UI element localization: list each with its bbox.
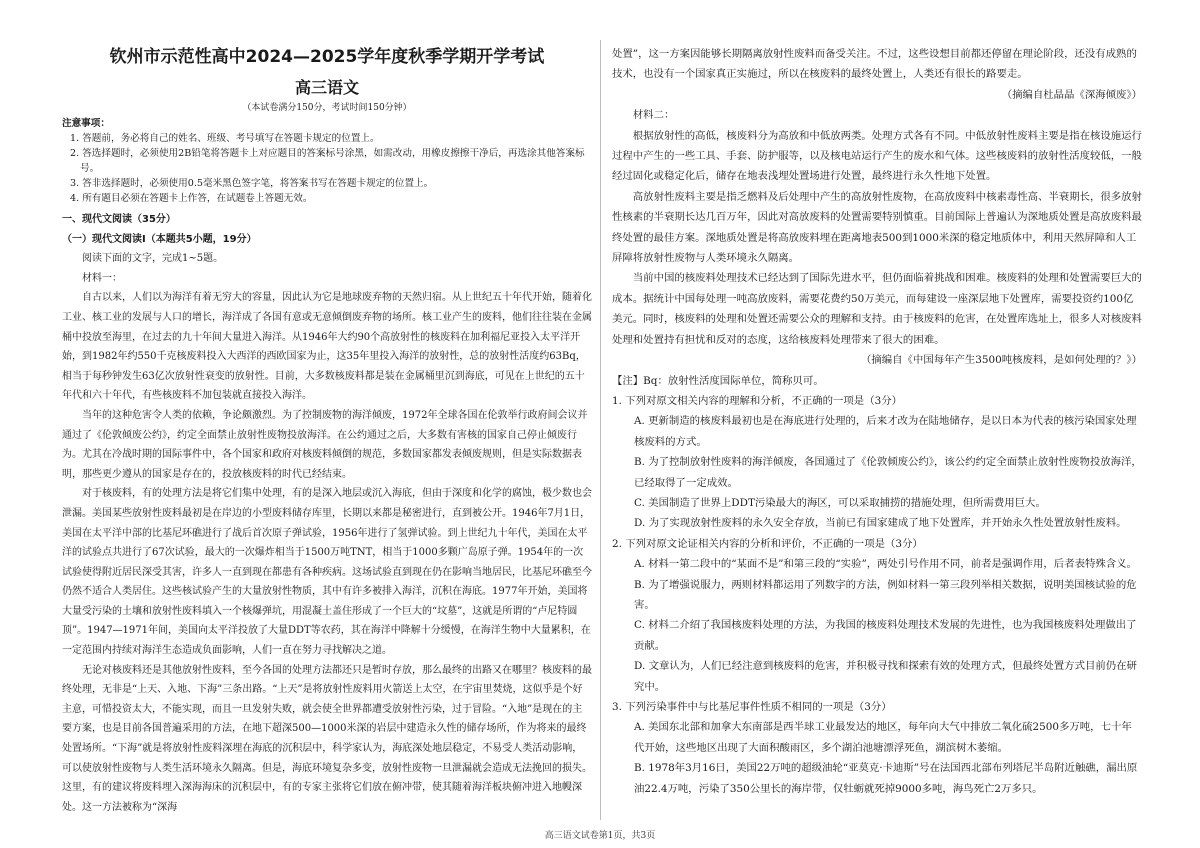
material2-paragraph: 高放射性废料主要是指乏燃料及后处理中产生的高放射性废物，在高放废料中核素毒性高、半衰期长，很多放射性核素的半衰期长达几百万年，因此对高放废料的处置需要特别慎重。目前国际上普遍认为深地质处置是高放废料最终处置的最佳方案。深地质处置是将高放废料埋在距离地表500到1000米深的稳定地质体中，利用天然屏障和人工屏障将放射性废物与人类环境永久隔离。 [612,190,1142,265]
subject-title: 高三语文 [294,78,359,97]
left-column [62,44,592,817]
material1-continuation: 处置”，这一方案因能够长期隔离放射性废料而备受关注。不过，这些设想目前都还停留在理论阶段，还没有成熟的技术，也没有一个国家真正实施过，所以在核废料的最终处置上，人类还有很长的路要走。 [612,48,1137,81]
subsection-heading: （一）现代文阅读Ⅰ（本题共5小题，19分） [62,233,257,245]
notice-item: 4. 所有题目必须在答题卡上作答，在试题卷上答题无效。 [70,193,313,204]
question-stem: 3. 下列污染事件中与比基尼事件性质不相同的一项是（3分） [612,701,892,713]
answer-option-a: A. 材料一第二段中的“某面不是”和第三段的“实验”，两处引号作用不同，前者是强调作用，后者表特殊含义。 [634,558,1137,571]
material1-source: （摘编自杜晶晶《深海倾废》） [1001,88,1142,101]
answer-option-c: C. 材料二介绍了我国核废料处理的方法，为我国的核废料处理技术发展的先进性，也为我国核废料处理做出了贡献。 [634,619,1137,652]
reading-instruction: 阅读下面的文字，完成1~5题。 [82,253,224,265]
answer-option-d: D. 为了实现放射性废料的永久安全存放，当前已有国家建成了地下处置库，并开始永久性处置放射性废料。 [634,517,1127,530]
answer-option-a: A. 美国东北部和加拿大东南部是西半球工业最发达的地区，每年向大气中排放二氧化硫2500多万吨，七十年代开始，这些地区出现了大面积酸雨区，多个湖泊池塘漂浮死鱼，湖滨树木萎缩。 [634,721,1132,754]
right-column [612,44,1142,799]
answer-option-d: D. 文章认为，人们已经注意到核废料的危害，并积极寻找和探索有效的处理方式，但最终处置方式目前仍在研究中。 [634,660,1137,693]
material1-paragraph: 无论对核废料还是其他放射性废料，至今各国的处理方法都还只是暂时存放，那么最终的出路又在哪里？核废料的最终处理，无非是“上天、入地、下海”三条出路。“上天”是将放射性废料用火箭送上太空，在宇宙里焚烧，这似乎是个好主意，可惜投资太大，不能实现，而且一旦发射失败，就会使全世界都遭受放射性污染，过于冒险。“入地”是现在的主要方案，也是目前各国普遍采用的方法，在地下超深500—1000米深的岩层中建造永久性的储存场所，作为将来的最终处置场所。“下海”就是将放射性废料深埋在海底的沉积层中，科学家认为，海底深处地层稳定，不易受人类活动影响，可以使放射性废物与人类生活环境永久隔离。但是，海底环境复杂多变，放射性废物一旦泄漏就会造成无法挽回的损失。这里，有的建议将废料埋入深海海床的沉积层中，有的专家主张将它们放在俯冲带，使其随着海洋板块俯冲进入地幔深处。这一方法被称为“深海 [62,664,592,813]
question-1 [612,391,1142,534]
answer-option-b: B. 为了控制放射性废料的海洋倾废，各国通过了《伦敦倾废公约》，该公约约定全面禁止放射性废物投放海洋，已经取得了一定成效。 [634,456,1142,489]
material1-paragraph: 自古以来，人们以为海洋有着无穷大的容量，因此认为它是地球废弃物的天然归宿。从上世纪五十年代开始，随着化工业、核工业的发展与人口的增长，海洋成了各国有意或无意倾倒废弃物的场所。核工业产生的废料，他们往往装在金属桶中投放至海里，在过去的九十年间大量进入海洋。从1946年大约90个高放射性的核废料在加利福尼亚投入太平洋开始，到1982年约550千克核废料投入大西洋的西欧国家为止，这35年里投入海洋的放射性，总的放射性活度约63Bq，相当于每秒钟发生63亿次放射性衰变的放射性。目前，大多数核废料都是装在金属桶里沉到海底，可见在上世纪的五十年代和六十年代，有些核废料不加包装就直接投入海洋。 [62,292,592,402]
material2-label: 材料二： [632,109,675,122]
exam-title: 钦州市示范性高中2024—2025学年度秋季学期开学考试 [109,47,545,67]
answer-option-b: B. 1978年3月16日，美国22万吨的超级油轮“亚莫克·卡迪斯”号在法国西北部布列塔尼半岛附近触礁，漏出原油22.4万吨，污染了350公里长的海岸带，仅牡蛎就死掉9000多吨，海鸟死亡2万多只。 [634,762,1138,795]
question-3 [612,697,1142,799]
notice-item: 2. 答选择题时，必须使用2B铅笔将答题卡上对应题目的答案标号涂黑，如需改动，用橡皮擦擦干净后，再选涂其他答案标号。 [70,148,585,174]
answer-option-a: A. 更新制造的核废料最初也是在海底进行处理的，后来才改为在陆地储存，是以日本为代表的核污染国家处理核废料的方式。 [634,415,1137,448]
notice-heading: 注意事项： [62,118,110,129]
page-footer: 高三语文试卷第1页，共3页 [544,831,656,841]
answer-option-c: C. 美国制造了世界上DDT污染最大的海区，可以采取捕捞的措施处理，但所需费用巨大。 [634,496,1046,509]
material1-label: 材料一： [82,272,122,284]
exam-note: （本试卷满分150分，考试时间150分钟） [242,103,412,113]
material1-paragraph: 对于核废料，有的处理方法是将它们集中处理，有的是深入地层或沉入海底，但由于深度和化学的腐蚀，极少数也会泄漏。美国某些放射性废料最初是在岸边的小型废料储存库里，长期以来都是秘密进行，直到被公开。1946年7月1日，美国在太平洋中部的比基尼环礁进行了战后首次原子弹试验，1956年进行了氢弹试验。到上世纪九十年代，美国在太平洋的试验点共进行了67次试验，最大的一次爆炸相当于1500万吨TNT，相当于1000多颗广岛原子弹。1954年的一次试验使得附近居民深受其害，许多人一直到现在都患有各种疾病。这场试验直到现在仍在影响当地居民，比基尼环礁至今仍然不适合人类居住。这些核试验产生的大量放射性物质，其中有许多被排入海洋，沉积在海底。1977年开始，美国将大量受污染的土壤和放射性废料填入一个核爆弹坑，用混凝土盖住形成了一个巨大的“坟墓”，这就是所谓的“卢尼特圆顶”。1947—1971年间，美国向太平洋投放了大量DDT等农药，其在海洋中降解十分缓慢，在海洋生物中大量累积，在一定范围内持续对海洋生态造成负面影响，人们一直在努力寻找解决之道。 [62,488,592,657]
notice-item: 3. 答非选择题时，必须使用0.5毫米黑色签字笔，将答案书写在答题卡规定的位置上。 [70,178,434,189]
material2-paragraph: 根据放射性的高低，核废料分为高放和中低放两类。处理方式各有不同。中低放射性废料主要是指在核设施运行过程中产生的一些工具、手套、防护服等，以及核电站运行产生的废水和气体。这些核废料的放射性活度较低，一般经过固化或稳定化后，储存在地表浅埋处置场进行处置，最终进行永久性地下处置。 [612,129,1142,183]
answer-option-b: B. 为了增强说服力，两则材料都运用了列数字的方法，例如材料一第三段列举相关数据，说明美国核试验的危害。 [634,578,1137,611]
material2-paragraph: 当前中国的核废料处理技术已经达到了国际先进水平，但仍面临着挑战和困难。核废料的处理和处置需要巨大的成本。据统计中国每处理一吨高放废料，需要花费约50万美元，而每建设一座深层地下处置库，需要投资约100亿美元。同时，核废料的处理和处置还需要公众的理解和支持。由于核废料的危害，在处置库选址上，很多人对核废料处理和处置持有担忧和反对的态度，这给核废料处理带来了很大的困难。 [612,272,1142,346]
notice-block [62,116,592,206]
notice-item: 1. 答题前，务必将自己的姓名、班级、考号填写在答题卡规定的位置上。 [70,133,380,144]
section-heading: 一、现代文阅读（35分） [62,214,176,225]
material1-paragraph: 当年的这种危害令人类的依赖，争论颇激烈。为了控制废物的海洋倾废，1972年全球各国在伦敦举行政府间会议并通过了《伦敦倾废公约》，约定全面禁止放射性废物投放海洋。在公约通过之后，大多数有害核的国家自己停止倾废行为。尤其在冷战时期的国际事件中，各个国家和政府对核废料倾倒的规范，多数国家都发表倾废规则，但是实际数据表明，那些更少遵从的国家是存在的，投放核废料的时代已经结束。 [62,409,588,480]
material2-source: （摘编自《中国每年产生3500吨核废料，是如何处理的？》） [860,354,1142,367]
question-2 [612,534,1142,697]
column-divider [600,40,601,820]
question-stem: 1. 下列对原文相关内容的理解和分析，不正确的一项是（3分） [612,394,902,407]
footnote: 【注】Bq：放射性活度国际单位，简称贝可。 [612,374,824,387]
question-stem: 2. 下列对原文论证相关内容的分析和评价，不正确的一项是（3分） [612,537,923,550]
